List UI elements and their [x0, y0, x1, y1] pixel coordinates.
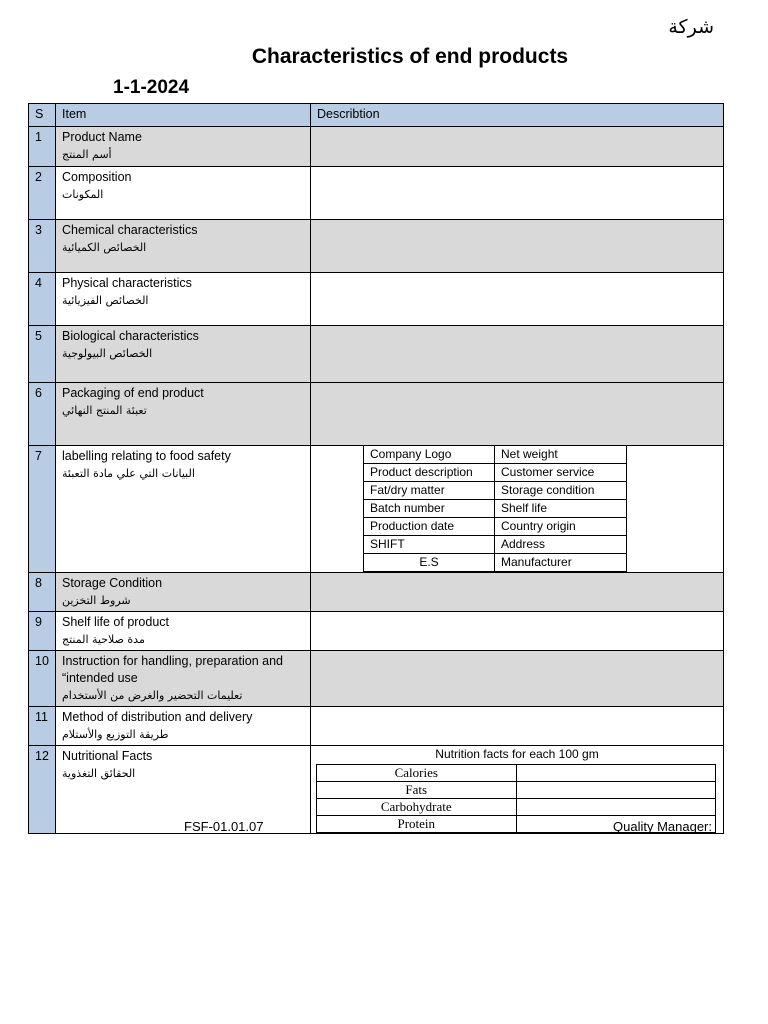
row-number: 2: [29, 167, 56, 220]
company-name-ar: شركة: [668, 16, 714, 38]
row-number: 3: [29, 220, 56, 273]
row-number: 11: [29, 707, 56, 746]
row-item: [56, 273, 311, 326]
item-label-ar: مدة صلاحية المنتج: [62, 633, 145, 646]
labelling-row: [364, 554, 627, 572]
table-row: [29, 127, 724, 167]
row-description[interactable]: [311, 612, 724, 651]
row-number: 10: [29, 651, 56, 707]
nutrition-row: [317, 765, 716, 782]
labelling-cell: Production date: [364, 518, 495, 536]
labelling-row: [364, 536, 627, 554]
table-row: [29, 326, 724, 383]
form-code: FSF-01.01.07: [184, 819, 264, 834]
labelling-row: [364, 518, 627, 536]
labelling-cell: Company Logo: [364, 446, 495, 464]
table-row: [29, 707, 724, 746]
header-description: Describtion: [311, 104, 724, 127]
item-label-ar: تعليمات التحضير والغرض من الأستخدام: [62, 689, 243, 702]
item-label: Packaging of end product: [62, 386, 204, 400]
row-number: 7: [29, 446, 56, 573]
nutrition-item: Carbohydrate: [317, 799, 517, 816]
row-number: 9: [29, 612, 56, 651]
nutrition-title: Nutrition facts for each 100 gm: [435, 747, 599, 761]
table-row: [29, 383, 724, 446]
table-row: [29, 273, 724, 326]
item-label: Instruction for handling, preparation and “intended use: [62, 654, 283, 685]
item-label: Nutritional Facts: [62, 749, 153, 763]
table-row: [29, 651, 724, 707]
row-item: [56, 220, 311, 273]
item-label: Shelf life of product: [62, 615, 170, 629]
row-item: [56, 167, 311, 220]
labelling-cell: Country origin: [495, 518, 627, 536]
row-number: 1: [29, 127, 56, 167]
labelling-cell: Product description: [364, 464, 495, 482]
row-number: 12: [29, 746, 56, 834]
labelling-cell: SHIFT: [364, 536, 495, 554]
item-label-ar: تعبئة المنتج النهائي: [62, 404, 147, 417]
row-number: 4: [29, 273, 56, 326]
row-description[interactable]: [311, 651, 724, 707]
row-item: [56, 612, 311, 651]
row-description[interactable]: [311, 326, 724, 383]
labelling-cell: Batch number: [364, 500, 495, 518]
document-date: 1-1-2024: [113, 77, 190, 98]
row-description[interactable]: [311, 167, 724, 220]
labelling-cell: Net weight: [495, 446, 627, 464]
nutrition-item: Calories: [317, 765, 517, 782]
row-description[interactable]: [311, 273, 724, 326]
item-label-ar: الخصائص الكميائية: [62, 241, 147, 254]
labelling-row: [364, 482, 627, 500]
row-description[interactable]: [311, 383, 724, 446]
row-description[interactable]: [311, 573, 724, 612]
labelling-row: [364, 464, 627, 482]
item-label: Method of distribution and delivery: [62, 710, 253, 724]
item-label-ar: الخصائص البيولوجية: [62, 347, 153, 360]
labelling-cell: Address: [495, 536, 627, 554]
item-label-ar: طريقة التوزيع والأستلام: [62, 728, 169, 741]
item-label: labelling relating to food safety: [62, 449, 231, 463]
item-label-ar: شروط التخزين: [62, 594, 131, 607]
item-label-ar: الخصائص الفيزيائية: [62, 294, 149, 307]
table-header-row: [29, 104, 724, 127]
row-item: [56, 707, 311, 746]
nutrition-value[interactable]: [516, 799, 716, 816]
item-label-ar: أسم المنتج: [62, 148, 112, 161]
table-row: [29, 167, 724, 220]
nutrition-item: Protein: [317, 816, 517, 833]
row-description: [311, 446, 724, 573]
nutrition-item: Fats: [317, 782, 517, 799]
nutrition-value[interactable]: [516, 765, 716, 782]
item-label: Composition: [62, 170, 132, 184]
row-item: [56, 573, 311, 612]
row-item: [56, 383, 311, 446]
header-s: S: [29, 104, 56, 127]
row-item: [56, 651, 311, 707]
item-label: Biological characteristics: [62, 329, 199, 343]
item-label: Physical characteristics: [62, 276, 192, 290]
item-label-ar: البيانات التي علي مادة التعبئة: [62, 467, 195, 480]
labelling-row: [364, 446, 627, 464]
row-description[interactable]: [311, 127, 724, 167]
characteristics-table: [28, 103, 724, 834]
row-item: [56, 746, 311, 834]
labelling-cell: Customer service: [495, 464, 627, 482]
item-label-ar: الحقائق التغذوية: [62, 767, 136, 780]
table-row: [29, 446, 724, 573]
header-item: Item: [56, 104, 311, 127]
row-number: 8: [29, 573, 56, 612]
labelling-row: [364, 500, 627, 518]
page-title: Characteristics of end products: [251, 45, 569, 68]
row-description[interactable]: [311, 220, 724, 273]
row-number: 5: [29, 326, 56, 383]
table-row: [29, 220, 724, 273]
row-description[interactable]: [311, 707, 724, 746]
nutrition-value[interactable]: [516, 782, 716, 799]
item-label: Product Name: [62, 130, 142, 144]
row-number: 6: [29, 383, 56, 446]
item-label: Chemical characteristics: [62, 223, 198, 237]
labelling-cell: E.S: [364, 554, 495, 572]
item-label-ar: المكونات: [62, 188, 104, 201]
labelling-cell: Shelf life: [495, 500, 627, 518]
quality-manager-signature: Quality Manager:: [613, 819, 712, 834]
labelling-cell: Manufacturer: [495, 554, 627, 572]
labelling-cell: Fat/dry matter: [364, 482, 495, 500]
nutrition-row: [317, 799, 716, 816]
item-label: Storage Condition: [62, 576, 163, 590]
table-row: [29, 573, 724, 612]
labelling-table: [363, 445, 627, 572]
labelling-cell: Storage condition: [495, 482, 627, 500]
nutrition-row: [317, 782, 716, 799]
table-row: [29, 612, 724, 651]
row-item: [56, 326, 311, 383]
row-item: [56, 446, 311, 573]
row-item: [56, 127, 311, 167]
